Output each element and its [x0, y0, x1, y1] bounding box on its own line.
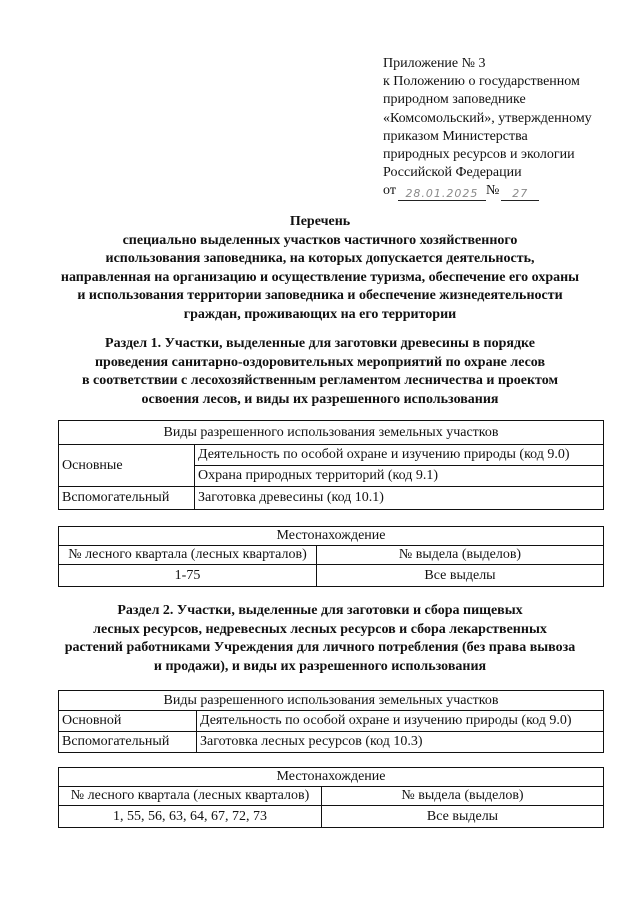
section1-heading-line: в соответствии с лесохозяйственным регламентом лесничества и проектом	[81, 373, 559, 389]
section2-uses-table	[58, 690, 604, 753]
table-cell: Все выделы	[322, 806, 604, 828]
table-header: Местонахождение	[59, 768, 604, 787]
handwritten-date: 28.01.2025	[398, 187, 486, 201]
column-header: № лесного квартала (лесных кварталов)	[59, 787, 322, 806]
table-cell: Заготовка лесных ресурсов (код 10.3)	[197, 732, 604, 753]
date-number-line	[383, 182, 633, 200]
title-line: направленная на организацию и осуществление туризма, обеспечение его охраны	[60, 269, 580, 285]
section2-heading	[0, 602, 640, 676]
column-header: № выдела (выделов)	[317, 546, 604, 565]
table-cell: 1-75	[59, 565, 317, 587]
section1-heading-line: освоения лесов, и виды их разрешенного использования	[141, 391, 499, 407]
appendix-line: «Комсомольский», утвержденному	[383, 110, 592, 126]
section2-heading-line: лесных ресурсов, недревесных лесных ресурсов и сбора лекарственных	[93, 621, 547, 637]
title-line: и использования территории заповедника и обеспечение жизнедеятельности	[77, 288, 563, 304]
title-line: использования заповедника, на которых допускается деятельность,	[105, 251, 535, 267]
main-uses-label: Основные	[59, 445, 195, 487]
table-cell: Охрана природных территорий (код 9.1)	[195, 466, 604, 487]
section2-heading-line: Раздел 2. Участки, выделенные для заготовки и сбора пищевых	[117, 603, 523, 618]
main-use-label: Основной	[59, 711, 197, 732]
table-header: Виды разрешенного использования земельных участков	[59, 421, 604, 445]
section1-location-table	[58, 526, 604, 587]
table-cell: 1, 55, 56, 63, 64, 67, 72, 73	[59, 806, 322, 828]
appendix-line: природных ресурсов и экологии	[383, 147, 575, 163]
section2-heading-line: растений работниками Учреждения для личного потребления (без права вывоза	[64, 640, 576, 656]
column-header: № выдела (выделов)	[322, 787, 604, 806]
title-line: Перечень	[289, 214, 351, 229]
appendix-line: Российской Федерации	[383, 165, 522, 181]
table-cell: Заготовка древесины (код 10.1)	[195, 487, 604, 510]
appendix-block	[383, 55, 633, 201]
column-header: № лесного квартала (лесных кварталов)	[59, 546, 317, 565]
section1-uses-table	[58, 420, 604, 510]
appendix-line: к Положению о государственном	[383, 74, 580, 90]
section1-heading	[0, 335, 640, 409]
section2-location-table	[58, 767, 604, 828]
appendix-line: Приложение № 3	[383, 56, 486, 71]
title-line: граждан, проживающих на его территории	[183, 306, 457, 322]
appendix-line: природном заповеднике	[383, 92, 526, 108]
table-cell: Деятельность по особой охране и изучению природы (код 9.0)	[195, 445, 604, 466]
section1-heading-line: проведения санитарно-оздоровительных мероприятий по охране лесов	[94, 354, 546, 370]
table-cell: Все выделы	[317, 565, 604, 587]
title-line: специально выделенных участков частичного хозяйственного	[122, 232, 518, 248]
section2-heading-line: и продажи), и виды их разрешенного использования	[153, 658, 487, 674]
section1-heading-line: Раздел 1. Участки, выделенные для заготовки древесины в порядке	[105, 336, 535, 351]
number-label: №	[485, 183, 500, 199]
aux-use-label: Вспомогательный	[59, 732, 197, 753]
appendix-line: приказом Министерства	[383, 128, 528, 144]
aux-use-label: Вспомогательный	[59, 487, 195, 510]
table-header: Виды разрешенного использования земельных участков	[59, 691, 604, 711]
handwritten-number: 27	[501, 187, 539, 201]
table-cell: Деятельность по особой охране и изучению природы (код 9.0)	[197, 711, 604, 732]
table-header: Местонахождение	[59, 527, 604, 546]
document-title	[0, 213, 640, 325]
from-label: от	[383, 183, 396, 199]
